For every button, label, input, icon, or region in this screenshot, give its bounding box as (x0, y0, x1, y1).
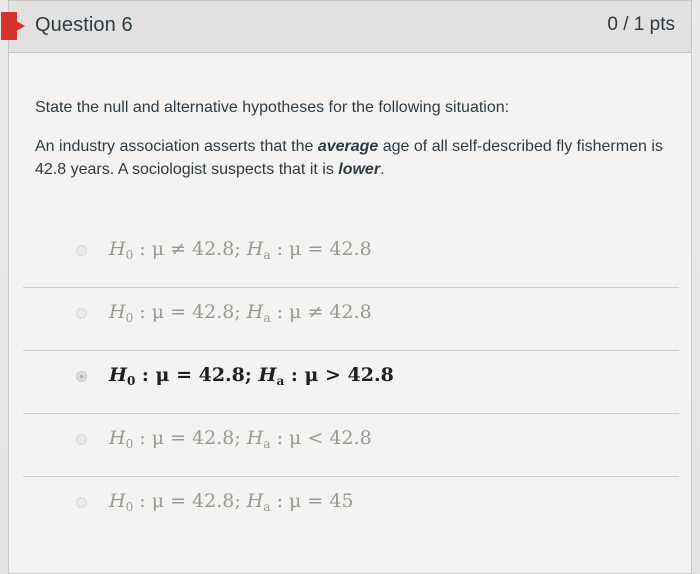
radio-button[interactable] (76, 434, 87, 445)
question-points: 0 / 1 pts (607, 14, 675, 35)
answer-option[interactable] (23, 288, 679, 351)
answer-option[interactable] (23, 225, 679, 288)
answer-text: $H_0$ : μ = 42.8; $H_a$ : μ ≠ 42.8 (109, 301, 372, 325)
question-card (8, 0, 692, 574)
question-scenario (35, 135, 675, 181)
question-body (35, 97, 675, 181)
question-prompt: State the null and alternative hypotheses for the following situation: (35, 99, 510, 116)
scenario-text-2: age of all self-described fly fishermen is 42.8 years. A sociologist suspects that it is (35, 138, 663, 178)
scenario-text-1: An industry association asserts that the (35, 138, 318, 155)
answer-option-selected[interactable] (23, 351, 679, 414)
question-title: Question 6 (35, 14, 133, 36)
selected-radio-button[interactable] (76, 371, 87, 382)
radio-button[interactable] (76, 497, 87, 508)
radio-button[interactable] (76, 245, 87, 256)
answer-option[interactable] (23, 414, 679, 477)
answer-option[interactable] (23, 477, 679, 540)
question-header (9, 1, 691, 53)
selected-answer-text: $H_0$ : μ = 42.8; $H_a$ : μ > 42.8 (109, 364, 394, 388)
answer-text: $H_0$ : μ ≠ 42.8; $H_a$ : μ = 42.8 (109, 238, 372, 262)
radio-button[interactable] (76, 308, 87, 319)
scenario-emphasis-lower: lower (338, 161, 381, 178)
incorrect-flag-tip (1, 12, 25, 40)
scenario-emphasis-average: average (317, 138, 379, 155)
scenario-text-3: . (380, 161, 385, 178)
answer-text: $H_0$ : μ = 42.8; $H_a$ : μ = 45 (109, 490, 354, 514)
answer-list (23, 225, 679, 540)
answer-text: $H_0$ : μ = 42.8; $H_a$ : μ < 42.8 (109, 427, 372, 451)
